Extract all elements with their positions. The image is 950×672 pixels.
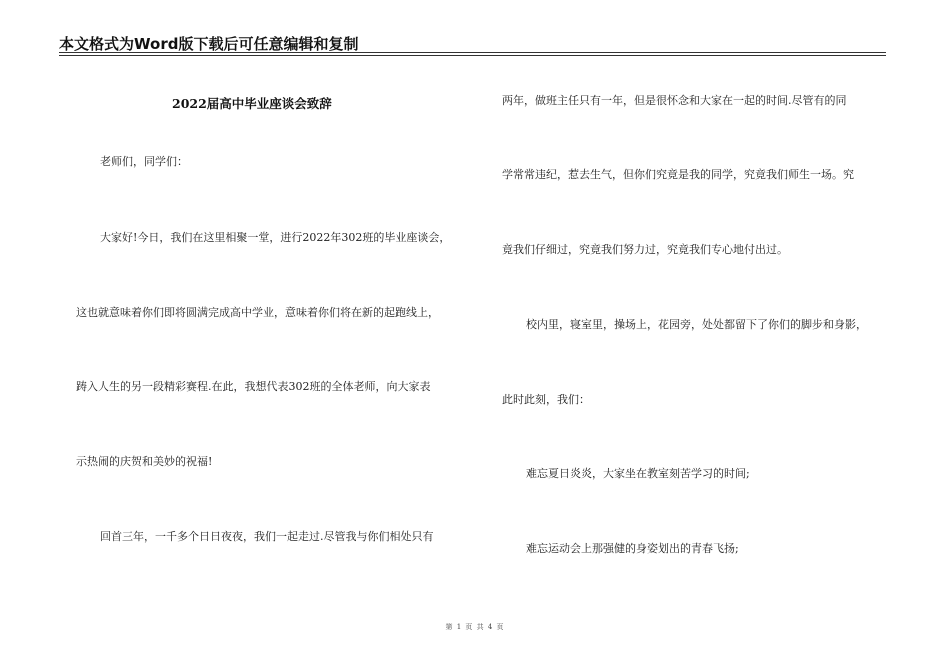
paragraph-line: 这也就意味着你们即将圆满完成高中学业，意味着你们将在新的起跑线上， [76, 306, 439, 319]
header-rule-bottom [59, 55, 886, 56]
paragraph-line: 竟我们仔细过，究竟我们努力过，究竟我们专心地付出过。 [502, 243, 788, 256]
paragraph-line: 学常常违纪，惹去生气，但你们究竟是我的同学，究竟我们师生一场。究 [502, 168, 854, 181]
paragraph-line: 大家好!今日，我们在这里相聚一堂，进行2022年302班的毕业座谈会， [100, 231, 451, 244]
paragraph-line: 回首三年，一千多个日日夜夜，我们一起走过.尽管我与你们相处只有 [100, 530, 434, 543]
page-footer: 第 1 页 共 4 页 [445, 623, 505, 631]
paragraph-line: 两年，做班主任只有一年，但是很怀念和大家在一起的时间.尽管有的同 [502, 94, 847, 107]
document-title: 2022届高中毕业座谈会致辞 [172, 96, 332, 111]
header-rule-top [59, 52, 886, 53]
paragraph-line: 示热闹的庆贺和美妙的祝福! [76, 455, 213, 468]
paragraph-line: 踌入人生的另一段精彩赛程.在此，我想代表302班的全体老师，向大家表 [76, 380, 431, 393]
paragraph-line: 校内里，寝室里，操场上，花园旁，处处都留下了你们的脚步和身影， [526, 318, 867, 331]
paragraph-line: 此时此刻，我们： [502, 393, 590, 406]
paragraph-line: 难忘夏日炎炎，大家坐在教室刻苦学习的时间; [526, 467, 750, 480]
paragraph-line: 难忘运动会上那强健的身姿划出的青春飞扬; [526, 542, 739, 555]
document-header-title: 本文格式为Word版下载后可任意编辑和复制 [59, 35, 359, 53]
paragraph-line: 老师们，同学们： [100, 155, 188, 168]
